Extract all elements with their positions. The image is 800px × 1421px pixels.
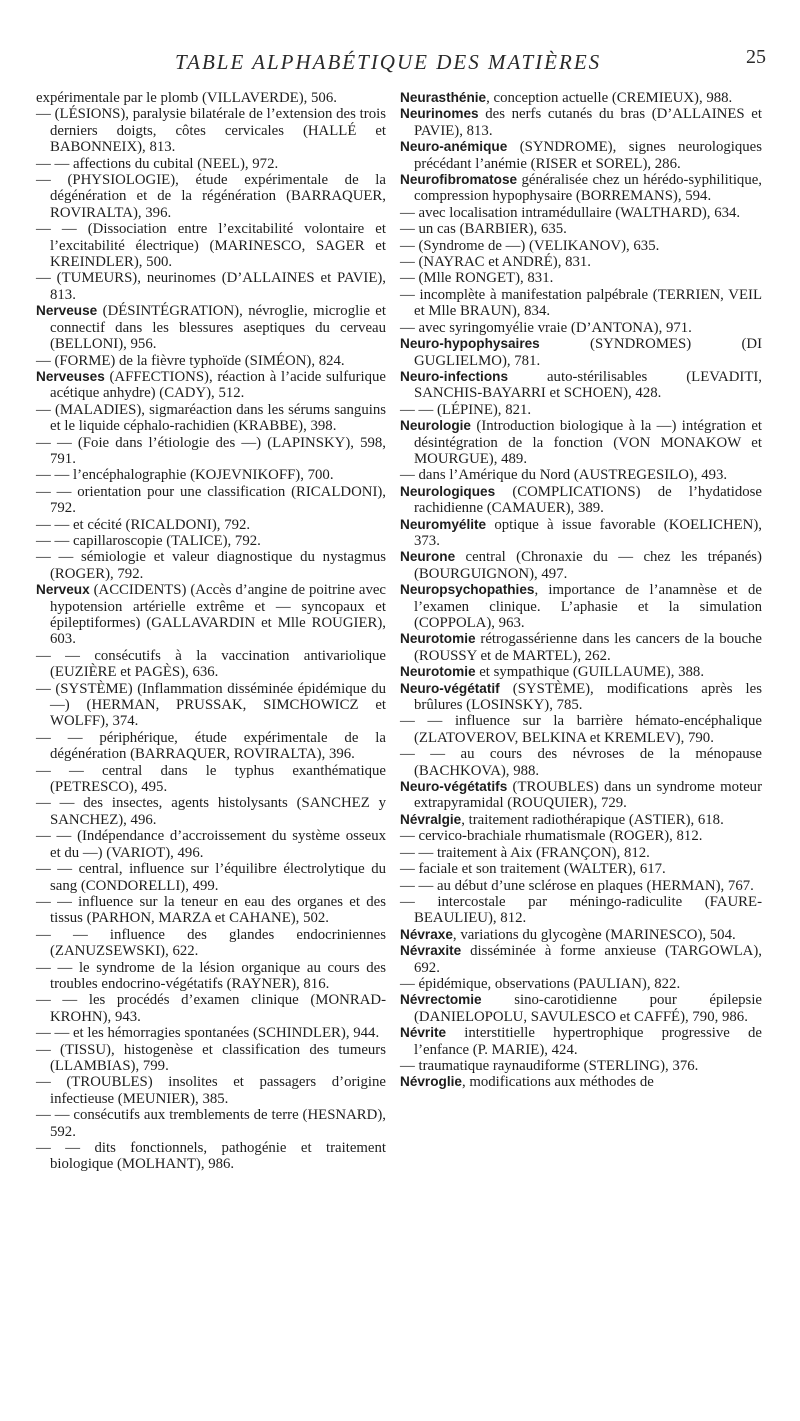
index-entry (36, 1025, 386, 1041)
entry-text: — (NAYRAC et ANDRÉ), 831. (400, 254, 591, 271)
entry-text: — — (Foie dans l’étiologie des —) (LAPINSKY), 598, 791. (36, 434, 386, 467)
entry-headword: Nerveuses (36, 368, 105, 384)
entry-headword: Neuro-infections (400, 368, 508, 384)
entry-text: — — et les hémorragies spontanées (SCHINDLER), 944. (36, 1025, 380, 1042)
entry-text: des nerfs cutanés du bras (D’ALLAINES et PAVIE), 813. (414, 106, 762, 139)
index-entry (400, 582, 762, 631)
entry-text: — — influence sur la barrière hémato-encéphalique (ZLATOVEROV, BELKINA et KREMLEV), 790. (400, 713, 762, 746)
page-number: 25 (746, 46, 766, 68)
index-entry (36, 894, 386, 927)
index-entry (400, 828, 762, 844)
entry-text: rétrogassérienne dans les cancers de la bouche (ROUSSY et de MARTEL), 262. (414, 631, 762, 664)
index-entry (400, 517, 762, 550)
index-entry (36, 467, 386, 483)
entry-text: — (SYSTÈME) (Inflammation disséminée épidémique du —) (HERMAN, PRUSSAK, SIMCHOWICZ et WOLFF), 374. (36, 680, 386, 730)
entry-headword: Neuro-anémique (400, 139, 508, 155)
left-column (36, 90, 386, 1173)
index-entry (400, 927, 762, 943)
index-entry (400, 681, 762, 714)
entry-text: (Introduction biologique à la —) intégration et désintégration de la fonction (VON MONAKOW et MOURGUE), 489. (414, 418, 762, 467)
index-entry (400, 878, 762, 894)
entry-text: (SYNDROME), signes neurologiques précédant l’anémie (RISER et SOREL), 286. (414, 139, 762, 172)
index-entry (36, 828, 386, 861)
entry-headword: Neuromyélite (400, 516, 487, 532)
index-entry (400, 270, 762, 286)
index-entry (36, 795, 386, 828)
entry-text: , conception actuelle (CREMIEUX), 988. (486, 90, 733, 106)
index-entry (36, 172, 386, 221)
entry-text: — cervico-brachiale rhumatismale (ROGER), 812. (400, 828, 703, 845)
entry-text: (ACCIDENTS) (Accès d’angine de poitrine avec hypotension artérielle extrême et — syncopaux et épileptiformes) (GALLAVARDIN et Mlle ROUGIER), 603. (50, 582, 386, 648)
index-entry (400, 1025, 762, 1058)
entry-text: — — consécutifs aux tremblements de terre (HESNARD), 592. (36, 1107, 386, 1140)
index-entry (36, 484, 386, 517)
entry-text: — traumatique raynaudiforme (STERLING), 376. (400, 1057, 699, 1074)
entry-text: — — périphérique, étude expérimentale de la dégénération (BARRAQUER, ROVIRALTA), 396. (36, 729, 386, 763)
entry-text: (SYSTÈME), modifications après les brûlures (LOSINSKY), 785. (414, 680, 762, 714)
index-entry (400, 1058, 762, 1074)
index-entry (400, 549, 762, 582)
index-entry (36, 1042, 386, 1075)
entry-text: optique à issue favorable (KOELICHEN), 373. (414, 516, 762, 549)
right-column (400, 90, 762, 1091)
entry-text: — — affections du cubital (NEEL), 972. (36, 155, 279, 172)
entry-text: — avec syringomyélie vraie (D’ANTONA), 971. (400, 319, 692, 336)
entry-text: — — (Dissociation entre l’excitabilité volontaire et l’excitabilité électrique) (MARINESCO, SAGER et KREINDLER), 500. (36, 221, 386, 271)
index-entry (400, 90, 762, 106)
entry-text: (TROUBLES) dans un syndrome moteur extrapyramidal (ROUQUIER), 729. (414, 779, 762, 812)
index-entry (400, 418, 762, 467)
index-entry (36, 960, 386, 993)
entry-text: — — orientation pour une classification (RICALDONI), 792. (36, 483, 386, 517)
index-entry (400, 238, 762, 254)
index-entry (36, 1140, 386, 1173)
entry-text: — — le syndrome de la lésion organique au cours des troubles endocrino-végétatifs (RAYNER), 816. (36, 959, 386, 992)
index-entry (36, 435, 386, 468)
entry-text: — (FORME) de la fièvre typhoïde (SIMÉON), 824. (36, 352, 345, 369)
entry-text: central (Chronaxie du — chez les trépanés) (BOURGUIGNON), 497. (414, 549, 762, 582)
entry-text: — — au cours des névroses de la ménopause (BACHKOVA), 988. (400, 746, 762, 779)
entry-text: auto-stérilisables (LEVADITI, SANCHIS-BAYARRI et SCHOEN), 428. (414, 368, 762, 402)
index-entry (36, 681, 386, 730)
entry-text: (AFFECTIONS), réaction à l’acide sulfurique acétique anhydre) (CADY), 512. (50, 368, 386, 402)
entry-text: — (Syndrome de —) (VELIKANOV), 635. (400, 237, 660, 254)
entry-text: — — l’encéphalographie (KOJEVNIKOFF), 700. (36, 467, 334, 484)
entry-text: , importance de l’anamnèse et de l’examen clinique. L’aphasie et la simulation (COPPOLA), 963. (414, 582, 762, 631)
entry-text: , variations du glycogène (MARINESCO), 504. (452, 926, 736, 943)
running-title: TABLE ALPHABÉTIQUE DES MATIÈRES (175, 50, 602, 74)
entry-text: — — (LÉPINE), 821. (400, 401, 532, 418)
index-entry (36, 303, 386, 352)
entry-text: interstitielle hypertrophique progressive de l’enfance (P. MARIE), 424. (414, 1025, 762, 1058)
entry-text: , traitement radiothérapique (ASTIER), 618. (461, 811, 724, 828)
index-entry (36, 221, 386, 270)
index-entry (400, 106, 762, 139)
index-entry (400, 779, 762, 812)
index-entry (36, 1074, 386, 1107)
index-entry (400, 254, 762, 270)
index-entry (36, 517, 386, 533)
index-entry (400, 172, 762, 205)
index-entry (400, 894, 762, 927)
index-entry (400, 221, 762, 237)
index-entry (36, 156, 386, 172)
entry-headword: Neuro-hypophysaires (400, 336, 540, 352)
entry-text: sino-carotidienne pour épilepsie (DANIELOPOLU, SAVULESCO et CAFFÉ), 790, 986. (414, 992, 762, 1025)
entry-headword: Neuro-végétatifs (400, 779, 508, 795)
entry-headword: Neurone (400, 549, 456, 565)
index-entry (400, 976, 762, 992)
index-entry (36, 549, 386, 582)
entry-text: — — capillaroscopie (TALICE), 792. (36, 532, 261, 549)
entry-text: — — central dans le typhus exanthématique (PETRESCO), 495. (36, 762, 386, 796)
entry-text: — (Mlle RONGET), 831. (400, 270, 554, 287)
entry-text: , modifications aux méthodes de (461, 1074, 654, 1091)
entry-text: — dans l’Amérique du Nord (AUSTREGESILO), 493. (400, 467, 728, 484)
index-entry (36, 106, 386, 155)
index-entry (36, 861, 386, 894)
index-entry (400, 943, 762, 976)
index-entry (36, 582, 386, 648)
index-entry (36, 927, 386, 960)
index-entry (36, 353, 386, 369)
index-entry (400, 713, 762, 746)
index-entry (400, 664, 762, 680)
index-entry (36, 90, 386, 106)
index-entry (400, 845, 762, 861)
entry-text: et sympathique (GUILLAUME), 388. (475, 664, 705, 681)
index-entry (400, 402, 762, 418)
index-entry (36, 1107, 386, 1140)
index-entry (400, 320, 762, 336)
entry-text: (COMPLICATIONS) de l’hydatidose rachidienne (CAMAUER), 389. (414, 483, 762, 517)
entry-text: — intercostale par méningo-radiculite (FAURE-BEAULIEU), 812. (400, 893, 762, 927)
index-entry (36, 270, 386, 303)
entry-headword: Neuropsychopathies (400, 582, 535, 598)
index-entry (400, 631, 762, 664)
index-entry (36, 533, 386, 549)
page-header (0, 44, 800, 84)
entry-text: — (LÉSIONS), paralysie bilatérale de l’extension des trois derniers doigts, côtes cervicales (HALLÉ et BABONNEIX), 813. (36, 106, 386, 156)
entry-text: (SYNDROMES) (DI GUGLIELMO), 781. (414, 336, 762, 369)
entry-text: — — les procédés d’examen clinique (MONRAD-KROHN), 943. (36, 992, 386, 1025)
entry-text: — — influence sur la teneur en eau des organes et des tissus (PARHON, MARZA et CAHANE), 502. (36, 893, 386, 927)
entry-headword: Neurinomes (400, 106, 479, 122)
index-entry (36, 369, 386, 402)
entry-text: — — et cécité (RICALDONI), 792. (36, 516, 251, 533)
entry-headword: Névroglie (400, 1074, 462, 1090)
index-entry (400, 369, 762, 402)
entry-headword: Neurologiques (400, 483, 496, 499)
entry-text: — un cas (BARBIER), 635. (400, 221, 567, 238)
entry-headword: Neuro-végétatif (400, 680, 500, 696)
index-entry (400, 205, 762, 221)
entry-text: généralisée chez un hérédo-syphilitique, compression hypophysaire (BORREMANS), 594. (414, 172, 762, 205)
entry-text: — (TUMEURS), neurinomes (D’ALLAINES et PAVIE), 813. (36, 270, 386, 303)
index-entry (36, 730, 386, 763)
index-entry (36, 992, 386, 1025)
entry-text: — (TROUBLES) insolites et passagers d’origine infectieuse (MEUNIER), 385. (36, 1074, 386, 1107)
entry-text: — avec localisation intramédullaire (WALTHARD), 634. (400, 204, 741, 221)
entry-headword: Névrite (400, 1025, 447, 1041)
index-entry (400, 1074, 762, 1090)
entry-headword: Neurotomie (400, 631, 476, 647)
entry-headword: Névralgie (400, 811, 462, 827)
entry-text: — incomplète à manifestation palpébrale (TERRIEN, VEIL et Mlle BRAUN), 834. (400, 286, 762, 320)
index-entry (36, 402, 386, 435)
index-entry (400, 287, 762, 320)
index-entry (400, 467, 762, 483)
entry-headword: Nerveuse (36, 303, 98, 319)
entry-text: — — dits fonctionnels, pathogénie et traitement biologique (MOLHANT), 986. (36, 1140, 386, 1173)
index-entry (400, 992, 762, 1025)
entry-text: — — influence des glandes endocriniennes (ZANUZSEWSKI), 622. (36, 926, 386, 960)
entry-headword: Neurofibromatose (400, 172, 518, 188)
entry-text: — — au début d’une sclérose en plaques (HERMAN), 767. (400, 877, 754, 894)
entry-text: — faciale et son traitement (WALTER), 617. (400, 861, 666, 878)
entry-text: — (PHYSIOLOGIE), étude expérimentale de la dégénération et de la régénération (BARRAQUER, ROVIRALTA), 396. (36, 172, 386, 221)
entry-text: — — traitement à Aix (FRANÇON), 812. (400, 844, 650, 861)
entry-text: expérimentale par le plomb (VILLAVERDE), 506. (36, 90, 337, 106)
entry-text: — — des insectes, agents histolysants (SANCHEZ y SANCHEZ), 496. (36, 795, 386, 828)
index-entry (400, 861, 762, 877)
index-entry (400, 812, 762, 828)
entry-text: — — consécutifs à la vaccination antivariolique (EUZIÈRE et PAGÈS), 636. (36, 647, 386, 681)
index-entry (36, 763, 386, 796)
entry-headword: Névrectomie (400, 992, 482, 1008)
entry-headword: Neurologie (400, 418, 471, 434)
entry-headword: Neurotomie (400, 664, 476, 680)
entry-headword: Neurasthénie (400, 90, 487, 105)
entry-headword: Nerveux (36, 582, 90, 598)
entry-text: — (TISSU), histogenèse et classification des tumeurs (LLAMBIAS), 799. (36, 1041, 386, 1074)
entry-text: — — central, influence sur l’équilibre électrolytique du sang (CONDORELLI), 499. (36, 861, 386, 894)
index-entry (400, 484, 762, 517)
entry-text: disséminée à forme anxieuse (TARGOWLA), 692. (414, 943, 762, 976)
index-entry (36, 648, 386, 681)
entry-text: — — sémiologie et valeur diagnostique du nystagmus (ROGER), 792. (36, 549, 386, 582)
entry-text: — épidémique, observations (PAULIAN), 822. (400, 975, 681, 992)
index-entry (400, 336, 762, 369)
entry-headword: Névraxe (400, 926, 453, 942)
entry-headword: Névraxite (400, 943, 462, 959)
entry-text: (DÉSINTÉGRATION), névroglie, microglie et connectif dans les blessures aseptiques du cerveau (BELLONI), 956. (50, 303, 386, 353)
index-entry (400, 746, 762, 779)
entry-text: — — (Indépendance d’accroissement du système osseux et du —) (VARIOT), 496. (36, 828, 386, 861)
index-entry (400, 139, 762, 172)
entry-text: — (MALADIES), sigmaréaction dans les sérums sanguins et le liquide céphalo-rachidien (KRABBE), 398. (36, 401, 386, 435)
